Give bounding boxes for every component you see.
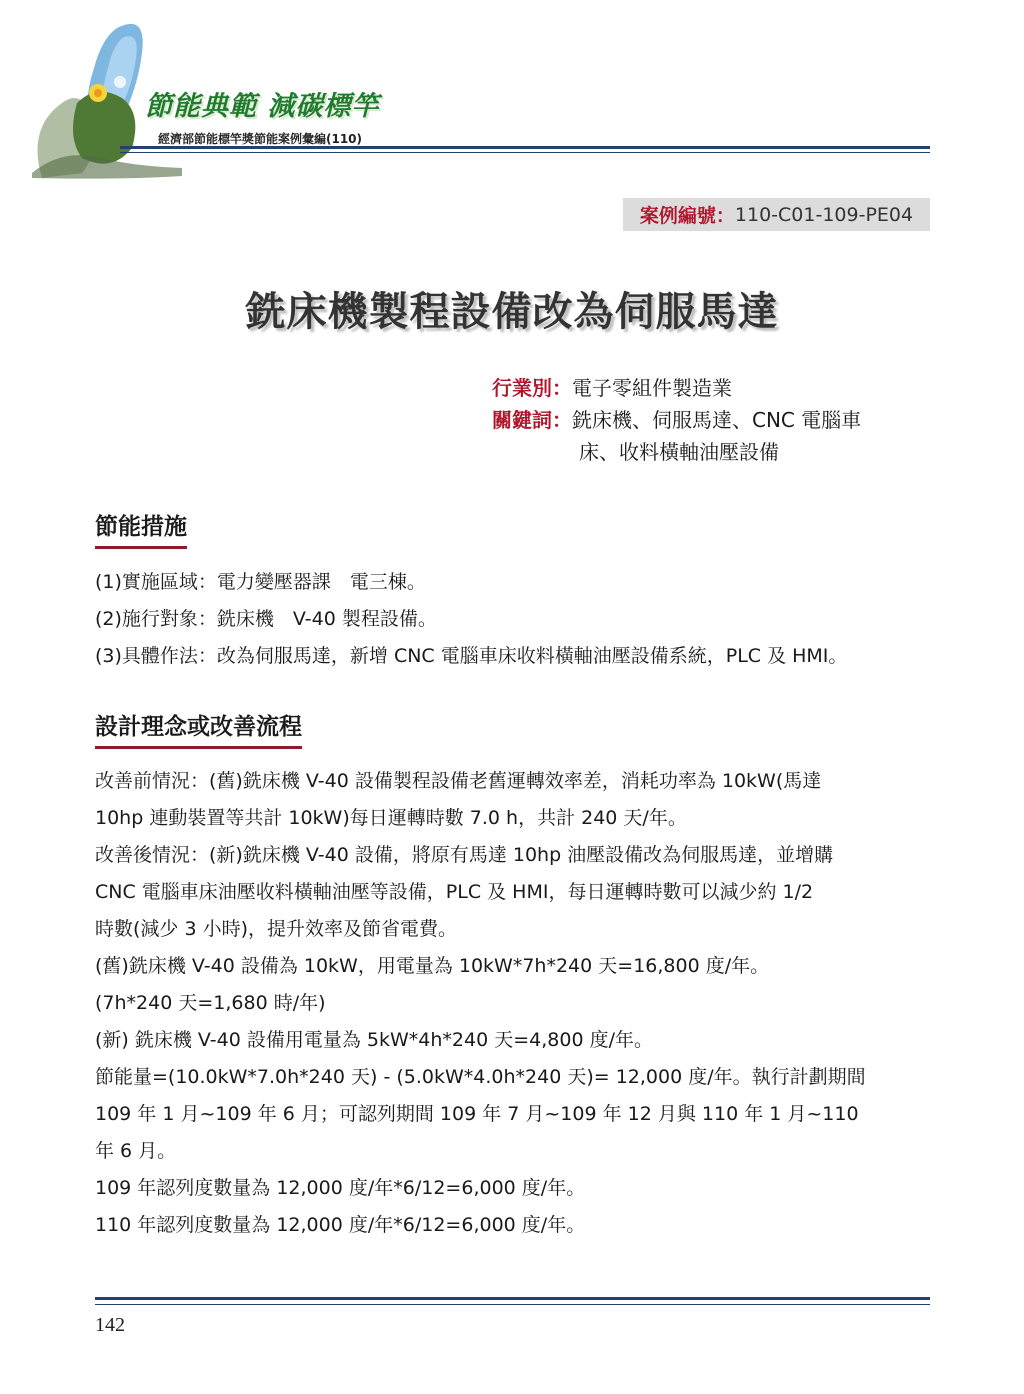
list-item: (3)具體作法：改為伺服馬達，新增 CNC 電腦車床收料橫軸油壓設備系統，PLC 及 HMI。: [95, 645, 848, 667]
page-number: 142: [95, 1314, 125, 1336]
list-item: (2)施行對象：銑床機 V-40 製程設備。: [95, 608, 437, 630]
body-line: (7h*240 天=1,680 時/年): [95, 992, 326, 1014]
body-line: 改善後情況：(新)銑床機 V-40 設備，將原有馬達 10hp 油壓設備改為伺服馬達，並增購: [95, 844, 834, 866]
section-heading-design: 設計理念或改善流程: [95, 708, 302, 749]
body-line: 110 年認列度數量為 12,000 度/年*6/12=6,000 度/年。: [95, 1214, 586, 1236]
body-line: 改善前情況：(舊)銑床機 V-40 設備製程設備老舊運轉效率差，消耗功率為 10kW(馬達: [95, 770, 822, 792]
body-line: 節能量=(10.0kW*7.0h*240 天) - (5.0kW*4.0h*240 天)= 12,000 度/年。執行計劃期間: [95, 1066, 866, 1088]
body-line: 年 6 月。: [95, 1140, 177, 1162]
handbook-subtitle: 經濟部節能標竿獎節能案例彙編(110): [158, 132, 363, 146]
keywords-value-line1: 銑床機、伺服馬達、CNC 電腦車: [572, 408, 862, 432]
body-line: CNC 電腦車床油壓收料橫軸油壓等設備，PLC 及 HMI，每日運轉時數可以減少約 1/2: [95, 881, 814, 903]
page-title: 銑床機製程設備改為伺服馬達: [245, 289, 779, 335]
case-meta: [492, 372, 861, 468]
keywords-row: [492, 404, 861, 436]
industry-label: 行業別：: [492, 376, 572, 400]
body-line: (舊)銑床機 V-40 設備為 10kW，用電量為 10kW*7h*240 天=16,800 度/年。: [95, 955, 770, 977]
case-number-value: 110-C01-109-PE04: [734, 203, 914, 226]
body-line: 109 年認列度數量為 12,000 度/年*6/12=6,000 度/年。: [95, 1177, 586, 1199]
list-item: (1)實施區域：電力變壓器課 電三棟。: [95, 571, 426, 593]
case-number-box: [623, 198, 930, 231]
industry-row: [492, 372, 861, 404]
body-line: (新) 銑床機 V-40 設備用電量為 5kW*4h*240 天=4,800 度/年。: [95, 1029, 653, 1051]
footer-rule-thin: [95, 1304, 930, 1305]
body-line: 10hp 連動裝置等共計 10kW)每日運轉時數 7.0 h，共計 240 天/年。: [95, 807, 687, 829]
measures-list: [95, 564, 847, 675]
keywords-value-line2: 床、收料橫軸油壓設備: [579, 440, 779, 464]
footer-rule: [95, 1297, 930, 1300]
case-number-label: 案例編號：: [639, 205, 735, 227]
body-line: 時數(減少 3 小時)，提升效率及節省電費。: [95, 918, 457, 940]
header-rule-thin: [120, 152, 930, 153]
body-line: 109 年 1 月~109 年 6 月；可認列期間 109 年 7 月~109 年 12 月與 110 年 1 月~110: [95, 1103, 859, 1125]
keywords-label: 關鍵詞：: [492, 408, 572, 432]
header-rule: [120, 146, 930, 149]
section-heading-measures: 節能措施: [95, 508, 187, 549]
brand-title: 節能典範 減碳標竿: [145, 91, 380, 122]
design-body: [95, 763, 935, 1244]
industry-value: 電子零組件製造業: [572, 376, 732, 400]
